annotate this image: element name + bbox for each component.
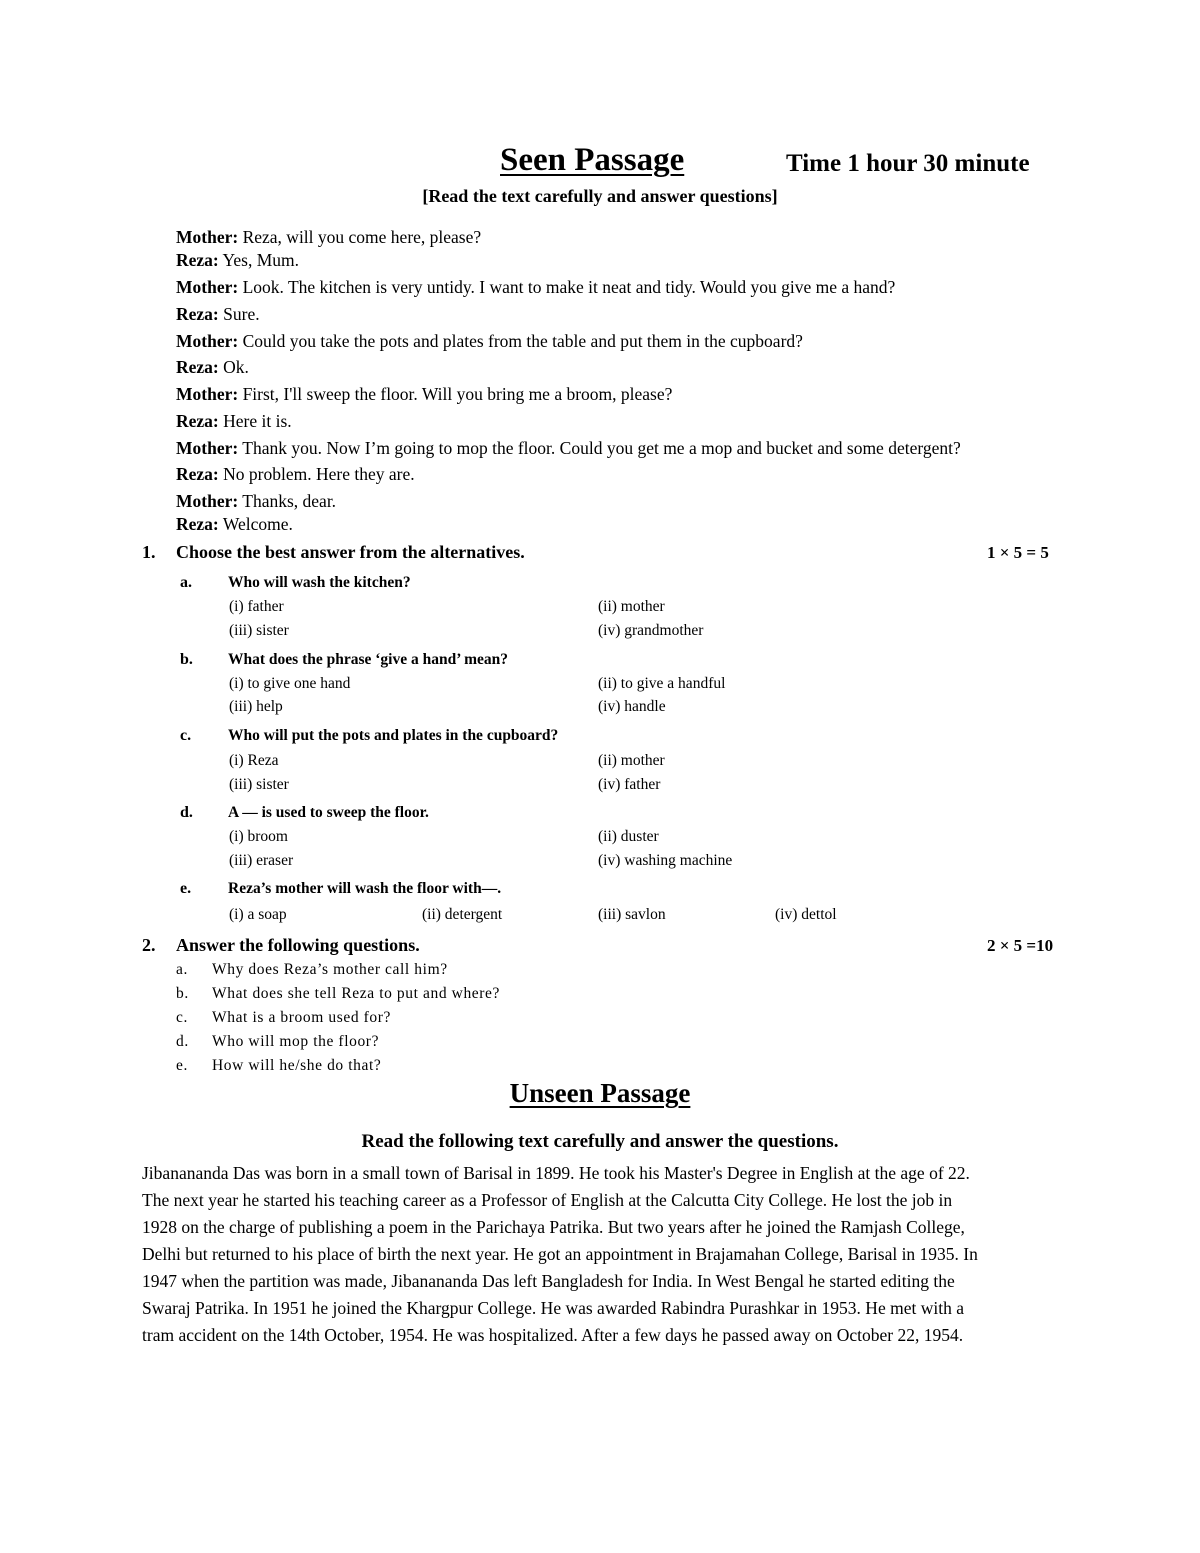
option: (i) a soap xyxy=(229,906,287,923)
dialogue-line xyxy=(176,464,415,485)
speaker: Reza: xyxy=(176,411,219,431)
sub-question-label: e. xyxy=(180,880,192,897)
passage-line: Swaraj Patrika. In 1951 he joined the Khargpur College. He was awarded Rabindra Purashkar in 1953. He met with a xyxy=(142,1298,964,1318)
speaker: Mother: xyxy=(176,384,239,404)
dialogue-text: Welcome. xyxy=(218,514,293,534)
dialogue-line xyxy=(176,438,961,459)
dialogue-line xyxy=(176,384,672,405)
option: (i) broom xyxy=(229,828,288,845)
speaker: Reza: xyxy=(176,250,219,270)
question-1-title: Choose the best answer from the alternatives. xyxy=(176,542,525,562)
option: (ii) duster xyxy=(598,828,659,845)
sub-question: Who will put the pots and plates in the cupboard? xyxy=(228,727,559,744)
option: (i) to give one hand xyxy=(229,675,351,692)
question-2-number: 2. xyxy=(142,935,156,955)
passage-line: 1947 when the partition was made, Jibanananda Das left Bangladesh for India. In West Bengal he started editing the xyxy=(142,1271,955,1291)
question-1-number: 1. xyxy=(142,542,156,562)
dialogue-text: Look. The kitchen is very untidy. I want to make it neat and tidy. Would you give me a hand? xyxy=(238,277,896,297)
question-2-item-label: e. xyxy=(176,1057,188,1074)
speaker: Mother: xyxy=(176,331,239,351)
question-2-item: Why does Reza’s mother call him? xyxy=(212,961,448,978)
dialogue-text: Reza, will you come here, please? xyxy=(238,227,482,247)
speaker: Mother: xyxy=(176,227,239,247)
option: (i) Reza xyxy=(229,752,279,769)
option: (i) father xyxy=(229,598,284,615)
option: (ii) to give a handful xyxy=(598,675,726,692)
seen-instruction: [Read the text carefully and answer questions] xyxy=(422,186,778,206)
dialogue-text: Yes, Mum. xyxy=(218,250,300,270)
sub-question-label: a. xyxy=(180,574,192,591)
seen-passage-title: Seen Passage xyxy=(500,142,685,178)
unseen-passage-title: Unseen Passage xyxy=(509,1078,691,1108)
passage-line: Jibanananda Das was born in a small town of Barisal in 1899. He took his Master's Degree in English at the age of 22. xyxy=(142,1163,970,1183)
unseen-instruction: Read the following text carefully and answer the questions. xyxy=(361,1131,839,1152)
sub-question: A — is used to sweep the floor. xyxy=(228,804,429,821)
option: (ii) mother xyxy=(598,752,665,769)
dialogue-line xyxy=(176,411,292,432)
dialogue-text: Thank you. Now I’m going to mop the floor. Could you get me a mop and bucket and some detergent? xyxy=(238,438,961,458)
option: (iv) washing machine xyxy=(598,852,733,869)
sub-question-label: d. xyxy=(180,804,193,821)
dialogue-line xyxy=(176,514,293,535)
dialogue-text: Could you take the pots and plates from the table and put them in the cupboard? xyxy=(238,331,803,351)
time-limit: Time 1 hour 30 minute xyxy=(786,150,1030,177)
passage-line: 1928 on the charge of publishing a poem in the Parichaya Patrika. But two years after he joined the Ramjash College, xyxy=(142,1217,965,1237)
dialogue-text: Ok. xyxy=(218,357,249,377)
option: (iii) eraser xyxy=(229,852,294,869)
sub-question-label: b. xyxy=(180,651,193,668)
sub-question-label: c. xyxy=(180,727,192,744)
question-2-item-label: a. xyxy=(176,961,188,978)
speaker: Reza: xyxy=(176,304,219,324)
question-2-item-label: d. xyxy=(176,1033,189,1050)
speaker: Reza: xyxy=(176,464,219,484)
passage-line: tram accident on the 14th October, 1954. He was hospitalized. After a few days he passed away on October 22, 1954. xyxy=(142,1325,964,1345)
dialogue-text: No problem. Here they are. xyxy=(218,464,415,484)
dialogue-text: Here it is. xyxy=(218,411,292,431)
question-2-item: What is a broom used for? xyxy=(212,1009,391,1026)
speaker: Mother: xyxy=(176,277,239,297)
passage-line: Delhi but returned to his place of birth the next year. He got an appointment in Brajamahan College, Barisal in 1935. In xyxy=(142,1244,978,1264)
dialogue-line xyxy=(176,250,299,271)
speaker: Mother: xyxy=(176,438,239,458)
dialogue-line xyxy=(176,357,249,378)
dialogue-line xyxy=(176,277,895,298)
dialogue-text: Thanks, dear. xyxy=(238,491,337,511)
question-1-marks: 1 × 5 = 5 xyxy=(987,543,1049,562)
sub-question: Who will wash the kitchen? xyxy=(228,574,411,591)
unseen-passage-text xyxy=(142,1160,1062,1349)
option: (iv) grandmother xyxy=(598,622,704,639)
option: (iv) dettol xyxy=(775,906,837,923)
option: (iii) savlon xyxy=(598,906,666,923)
question-2-item-label: b. xyxy=(176,985,189,1002)
option: (ii) mother xyxy=(598,598,665,615)
speaker: Reza: xyxy=(176,357,219,377)
question-2-item: Who will mop the floor? xyxy=(212,1033,380,1050)
question-2-item-label: c. xyxy=(176,1009,188,1026)
sub-question: What does the phrase ‘give a hand’ mean? xyxy=(228,651,509,668)
option: (iv) father xyxy=(598,776,661,793)
passage-line: The next year he started his teaching career as a Professor of English at the Calcutta City College. He lost the job in xyxy=(142,1190,953,1210)
option: (iv) handle xyxy=(598,698,666,715)
speaker: Reza: xyxy=(176,514,219,534)
option: (iii) sister xyxy=(229,622,289,639)
question-2-marks: 2 × 5 =10 xyxy=(987,936,1054,955)
question-2-item: What does she tell Reza to put and where? xyxy=(212,985,501,1002)
sub-question: Reza’s mother will wash the floor with—. xyxy=(228,880,502,897)
option: (ii) detergent xyxy=(422,906,503,923)
option: (iii) sister xyxy=(229,776,289,793)
speaker: Mother: xyxy=(176,491,239,511)
dialogue-line xyxy=(176,331,803,352)
question-2-title: Answer the following questions. xyxy=(176,935,420,955)
dialogue-text: Sure. xyxy=(218,304,260,324)
dialogue-line xyxy=(176,227,481,248)
dialogue-text: First, I'll sweep the floor. Will you bring me a broom, please? xyxy=(238,384,673,404)
dialogue-line xyxy=(176,304,260,325)
dialogue-line xyxy=(176,491,336,512)
question-2-item: How will he/she do that? xyxy=(212,1057,382,1074)
option: (iii) help xyxy=(229,698,283,715)
